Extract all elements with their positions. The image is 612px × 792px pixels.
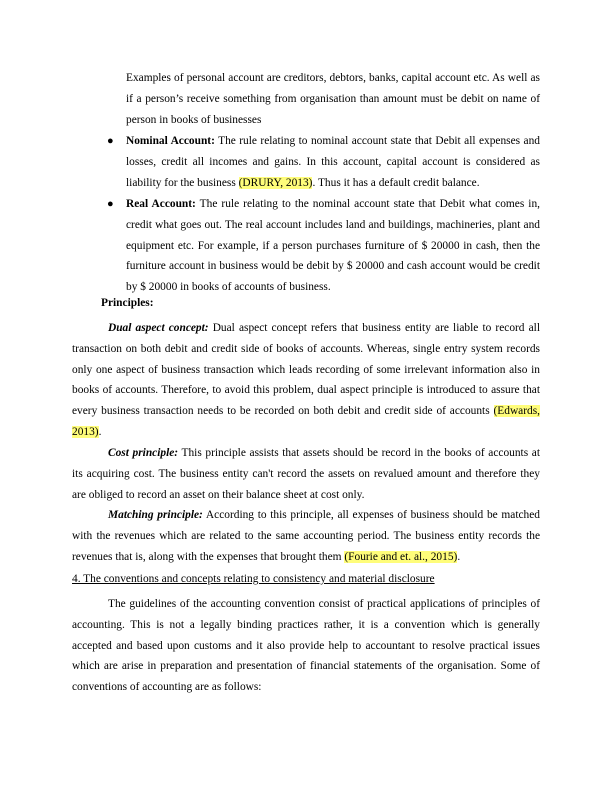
cost-principle-paragraph: [72, 443, 540, 505]
matching-principle-title: Matching principle:: [108, 509, 203, 521]
nominal-account-text: The rule relating to nominal account state that Debit all expenses and losses, credit all incomes and gains. In this account, capital account is considered as liability for the business: [126, 135, 540, 189]
citation-fourie: (Fourie and et. al., 2015): [344, 550, 458, 563]
citation-drury: (DRURY, 2013): [238, 176, 313, 189]
conventions-text: The guidelines of the accounting convention consist of practical applications of principles of accounting. This is not a legally binding practices rather, it is a convention which is generally accepted and based upon customs and it also provide help to accountant to resolve practical issues which are arise in preparation and presentation of financial statements of the organisation. Some of conventions of accounting are as follows:: [72, 598, 540, 694]
real-account-paragraph: [126, 194, 540, 298]
real-account-title: Real Account:: [126, 198, 196, 210]
bullet-dot-icon: ●: [107, 135, 114, 147]
cost-principle-title: Cost principle:: [108, 447, 179, 459]
matching-principle-tail: .: [457, 550, 461, 563]
dual-aspect-text: Dual aspect concept refers that business entity are liable to record all transaction on both debit and credit side of books of accounts. Whereas, single entry system records only one aspect of business transaction which leads recording of some irrelevant information also in books of accounts. Therefore, to avoid this problem, dual aspect principle is introduced to assure that every business transaction needs to be recorded on both debit and credit side of accounts: [72, 322, 540, 418]
bullet-dot-icon: ●: [107, 198, 114, 210]
nominal-account-paragraph: [126, 131, 540, 193]
dual-aspect-title: Dual aspect concept:: [108, 322, 209, 334]
real-account-text: The rule relating to the nominal account state that Debit what comes in, credit what goes out. The real account includes land and buildings, machineries, plant and equipment etc. For example, if a person purchases furniture of $ 20000 in cash, then the furniture account in business would be debit by $ 20000 and cash account would be credit by $ 20000 in books of accounts of business.: [126, 198, 540, 294]
dual-aspect-tail: .: [98, 425, 102, 438]
nominal-account-tail: . Thus it has a default credit balance.: [312, 176, 480, 189]
conventions-paragraph: [72, 594, 540, 698]
section-heading: 4. The conventions and concepts relating to consistency and material disclosure: [72, 573, 435, 585]
nominal-account-title: Nominal Account:: [126, 135, 215, 147]
principles-heading: Principles:: [101, 297, 154, 309]
matching-principle-text: According to this principle, all expenses of business should be matched with the revenues which are related to the same accounting period. The business entity records the revenues that is, along with the expenses that brought them: [72, 509, 540, 563]
matching-principle-paragraph: [72, 505, 540, 567]
personal-account-text: Examples of personal account are creditors, debtors, banks, capital account etc. As well as if a person’s receive something from organisation than amount must be debit on name of person in books of businesses: [126, 72, 540, 126]
cost-principle-text: This principle assists that assets should be record in the books of accounts at its acquiring cost. The business entity can't record the assets on revalued amount and therefore they are obliged to record an asset on their balance sheet at cost only.: [72, 447, 541, 501]
dual-aspect-paragraph: [72, 318, 540, 443]
personal-account-paragraph: [126, 68, 540, 130]
citation-edwards: (Edwards, 2013): [72, 405, 540, 438]
